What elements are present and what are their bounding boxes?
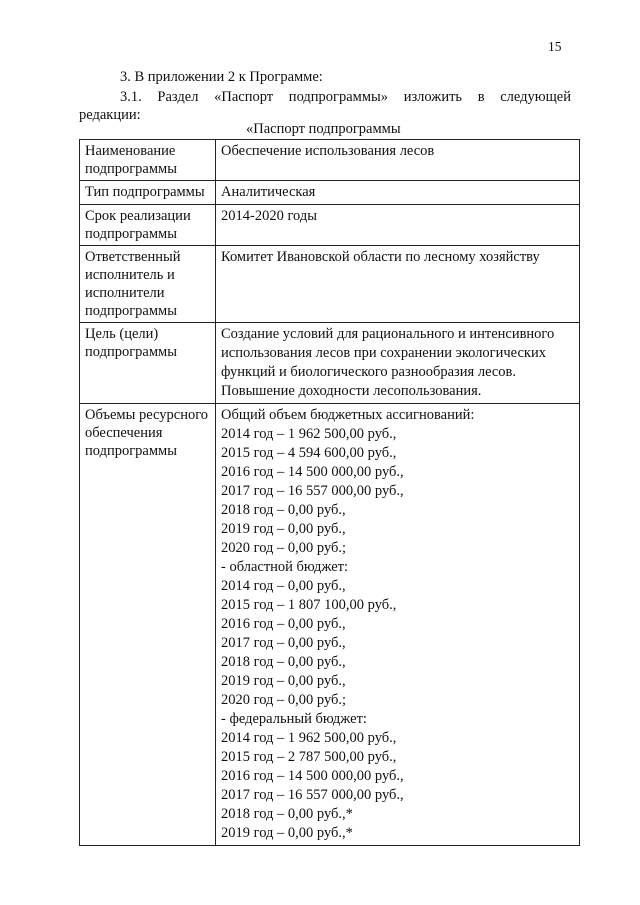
passport-value-line: Общий объем бюджетных ассигнований: bbox=[221, 407, 475, 423]
passport-row-label: Цель (цели) подпрограммы bbox=[80, 323, 216, 404]
passport-value-line: Повышение доходности лесопользования. bbox=[221, 383, 482, 399]
passport-value-line: 2017 год – 0,00 руб., bbox=[221, 635, 346, 651]
passport-row-value bbox=[216, 181, 580, 205]
passport-value-line: 2019 год – 0,00 руб.,* bbox=[221, 825, 353, 841]
passport-row-label: Ответственный исполнитель и исполнители подпрограммы bbox=[80, 246, 216, 323]
item-3-1-line-1: 3.1. Раздел «Паспорт подпрограммы» изложить в следующей bbox=[120, 89, 571, 105]
passport-caption: «Паспорт подпрограммы bbox=[246, 121, 401, 137]
passport-value-line: Комитет Ивановской области по лесному хозяйству bbox=[221, 249, 540, 265]
passport-row-label: Тип подпрограммы bbox=[80, 181, 216, 205]
passport-value-line: 2018 год – 0,00 руб., bbox=[221, 654, 346, 670]
passport-value-line: 2017 год – 16 557 000,00 руб., bbox=[221, 483, 404, 499]
passport-value-line: использования лесов при сохранении экологических bbox=[221, 345, 546, 361]
subprogram-passport-table bbox=[79, 139, 580, 846]
item-3-text: 3. В приложении 2 к Программе: bbox=[120, 69, 323, 85]
passport-value-line: Аналитическая bbox=[221, 184, 316, 200]
passport-row bbox=[80, 323, 580, 404]
passport-value-line: 2016 год – 14 500 000,00 руб., bbox=[221, 768, 404, 784]
passport-value-line: 2016 год – 0,00 руб., bbox=[221, 616, 346, 632]
passport-value-line: - областной бюджет: bbox=[221, 559, 349, 575]
passport-value-line: - федеральный бюджет: bbox=[221, 711, 367, 727]
passport-value-line: 2014 год – 0,00 руб., bbox=[221, 578, 346, 594]
passport-row bbox=[80, 246, 580, 323]
passport-value-line: 2016 год – 14 500 000,00 руб., bbox=[221, 464, 404, 480]
passport-row-value bbox=[216, 246, 580, 323]
passport-row bbox=[80, 205, 580, 246]
passport-row-value bbox=[216, 323, 580, 404]
item-3-1-line-2: редакции: bbox=[79, 107, 141, 123]
passport-value-line: 2015 год – 1 807 100,00 руб., bbox=[221, 597, 397, 613]
passport-value-line: Создание условий для рационального и интенсивного bbox=[221, 326, 555, 342]
passport-row-value bbox=[216, 140, 580, 181]
passport-value-line: 2014-2020 годы bbox=[221, 208, 317, 224]
passport-value-line: 2015 год – 4 594 600,00 руб., bbox=[221, 445, 397, 461]
passport-row-label: Наименование подпрограммы bbox=[80, 140, 216, 181]
passport-table-body bbox=[80, 140, 580, 846]
item-3-1-text bbox=[79, 88, 571, 124]
passport-row-label: Объемы ресурсного обеспечения подпрограммы bbox=[80, 404, 216, 846]
passport-value-line: 2020 год – 0,00 руб.; bbox=[221, 692, 347, 708]
page-number: 15 bbox=[548, 39, 562, 54]
passport-value-line: 2020 год – 0,00 руб.; bbox=[221, 540, 347, 556]
passport-row-value bbox=[216, 404, 580, 846]
passport-value-line: 2018 год – 0,00 руб.,* bbox=[221, 806, 353, 822]
passport-value-line: 2019 год – 0,00 руб., bbox=[221, 673, 346, 689]
passport-row-value bbox=[216, 205, 580, 246]
passport-value-line: 2014 год – 1 962 500,00 руб., bbox=[221, 730, 397, 746]
passport-value-line: 2019 год – 0,00 руб., bbox=[221, 521, 346, 537]
passport-value-line: 2014 год – 1 962 500,00 руб., bbox=[221, 426, 397, 442]
passport-row bbox=[80, 181, 580, 205]
passport-value-line: 2015 год – 2 787 500,00 руб., bbox=[221, 749, 397, 765]
passport-value-line: Обеспечение использования лесов bbox=[221, 143, 435, 159]
passport-value-line: функций и биологического разнообразия лесов. bbox=[221, 364, 517, 380]
passport-row-label: Срок реализации подпрограммы bbox=[80, 205, 216, 246]
passport-value-line: 2018 год – 0,00 руб., bbox=[221, 502, 346, 518]
passport-row bbox=[80, 140, 580, 181]
passport-value-line: 2017 год – 16 557 000,00 руб., bbox=[221, 787, 404, 803]
passport-row bbox=[80, 404, 580, 846]
